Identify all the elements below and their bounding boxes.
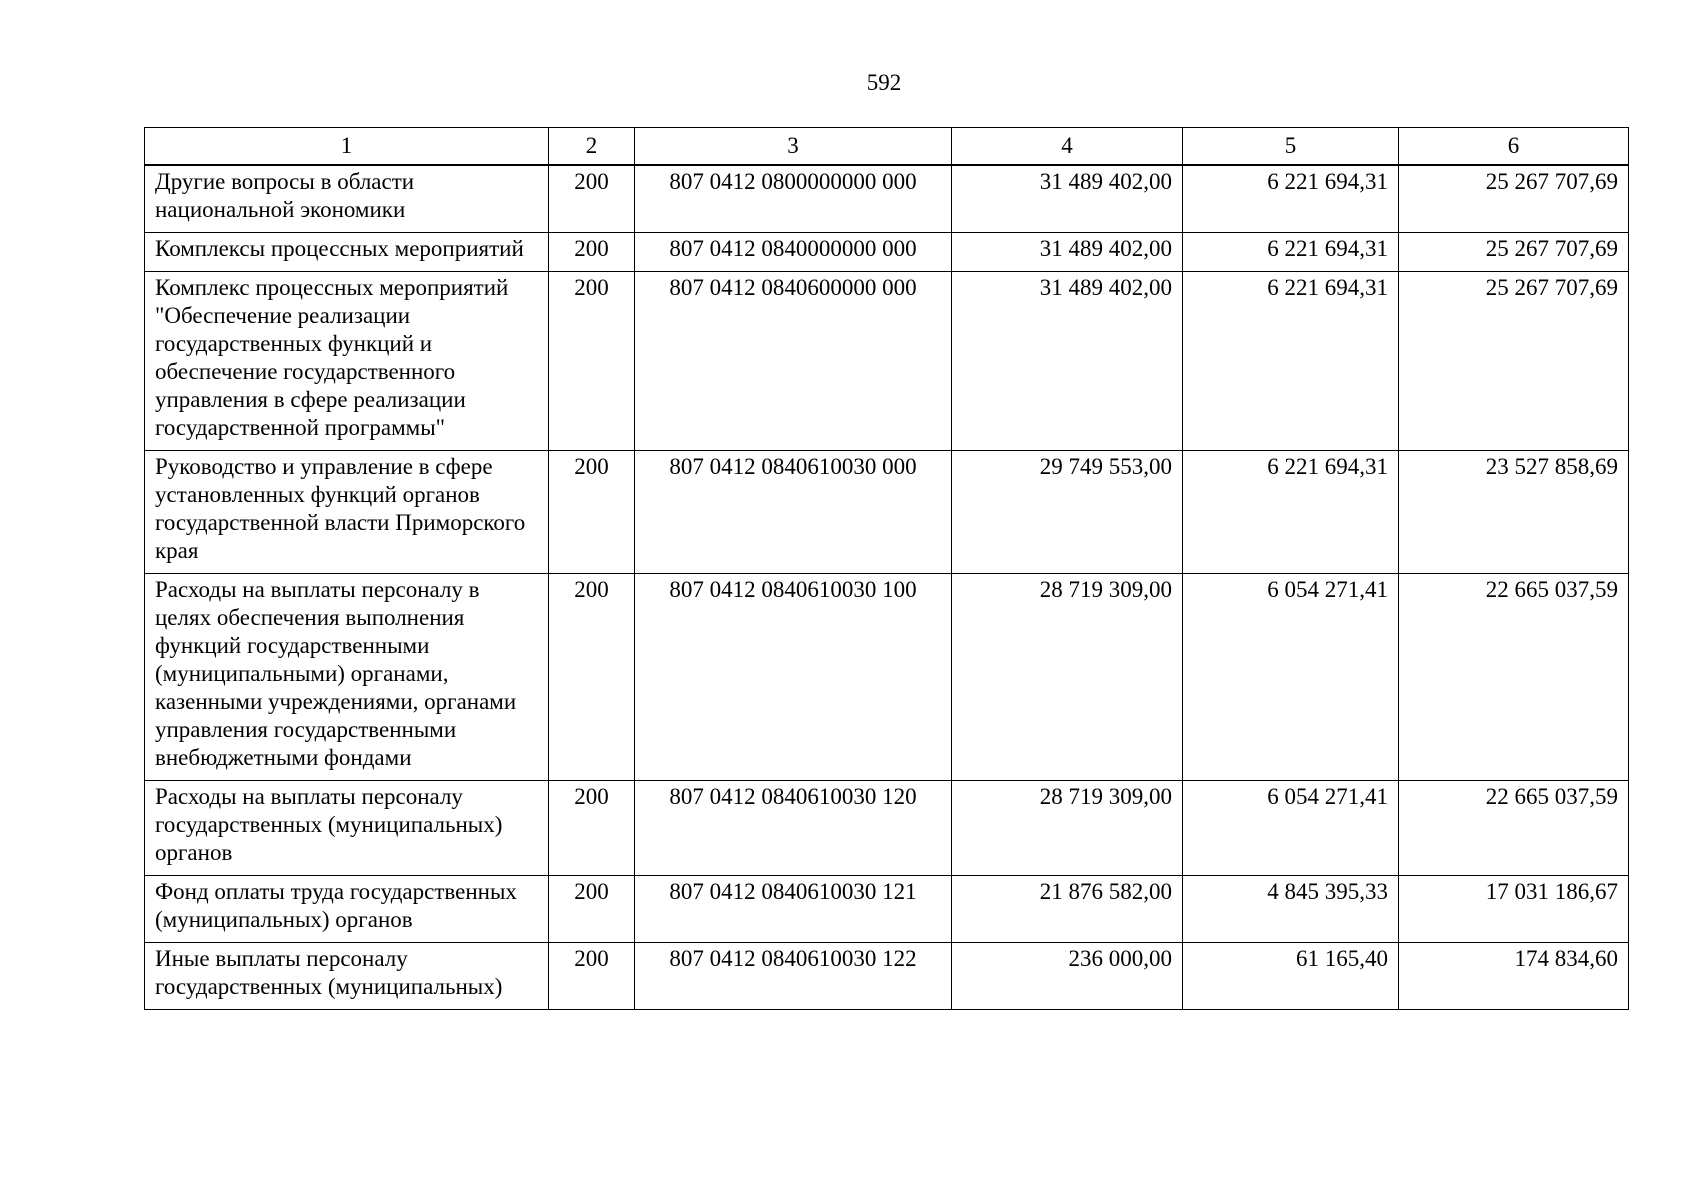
row-col5: 6 054 271,41 [1183,781,1399,876]
row-col4: 28 719 309,00 [952,781,1183,876]
row-col6: 23 527 858,69 [1399,451,1629,574]
table-row [145,574,1629,781]
row-col6: 25 267 707,69 [1399,272,1629,451]
table-row [145,165,1629,233]
row-classification: 807 0412 0840610030 121 [635,876,952,943]
row-name: Расходы на выплаты персоналу в целях обеспечения выполнения функций государственными (муниципальными) органами, казенными учреждениями, органами управления государственными внебюджетными фондами [145,574,549,781]
table-row [145,943,1629,1010]
table-row [145,781,1629,876]
row-col6: 174 834,60 [1399,943,1629,1010]
row-classification: 807 0412 0840000000 000 [635,233,952,272]
row-classification: 807 0412 0800000000 000 [635,165,952,233]
table-row [145,272,1629,451]
row-col5: 6 221 694,31 [1183,272,1399,451]
column-header: 1 [145,128,549,166]
row-code: 200 [549,272,635,451]
column-header: 3 [635,128,952,166]
row-col6: 17 031 186,67 [1399,876,1629,943]
row-col5: 6 221 694,31 [1183,451,1399,574]
row-name: Комплекс процессных мероприятий "Обеспечение реализации государственных функций и обеспечение государственного управления в сфере реализации государственной программы" [145,272,549,451]
row-code: 200 [549,165,635,233]
table-row [145,451,1629,574]
table-row [145,233,1629,272]
table-row [145,876,1629,943]
column-header: 6 [1399,128,1629,166]
row-name: Комплексы процессных мероприятий [145,233,549,272]
row-classification: 807 0412 0840610030 120 [635,781,952,876]
row-classification: 807 0412 0840600000 000 [635,272,952,451]
column-header: 5 [1183,128,1399,166]
row-code: 200 [549,233,635,272]
row-col4: 31 489 402,00 [952,233,1183,272]
page-number: 592 [866,70,902,95]
row-col5: 61 165,40 [1183,943,1399,1010]
row-col6: 22 665 037,59 [1399,781,1629,876]
row-name: Другие вопросы в области национальной экономики [145,165,549,233]
row-classification: 807 0412 0840610030 122 [635,943,952,1010]
row-code: 200 [549,943,635,1010]
row-code: 200 [549,781,635,876]
row-col4: 31 489 402,00 [952,165,1183,233]
row-col6: 25 267 707,69 [1399,233,1629,272]
row-col5: 4 845 395,33 [1183,876,1399,943]
row-col4: 31 489 402,00 [952,272,1183,451]
row-name: Расходы на выплаты персоналу государственных (муниципальных) органов [145,781,549,876]
row-col5: 6 054 271,41 [1183,574,1399,781]
row-col5: 6 221 694,31 [1183,233,1399,272]
row-col4: 21 876 582,00 [952,876,1183,943]
row-code: 200 [549,574,635,781]
row-col4: 28 719 309,00 [952,574,1183,781]
row-name: Руководство и управление в сфере установленных функций органов государственной власти Приморского края [145,451,549,574]
row-code: 200 [549,876,635,943]
row-classification: 807 0412 0840610030 000 [635,451,952,574]
row-col6: 22 665 037,59 [1399,574,1629,781]
row-code: 200 [549,451,635,574]
row-col5: 6 221 694,31 [1183,165,1399,233]
row-name: Иные выплаты персоналу государственных (муниципальных) [145,943,549,1010]
row-col4: 236 000,00 [952,943,1183,1010]
row-name: Фонд оплаты труда государственных (муниципальных) органов [145,876,549,943]
budget-table [144,127,1629,1010]
column-header: 2 [549,128,635,166]
row-col4: 29 749 553,00 [952,451,1183,574]
column-header: 4 [952,128,1183,166]
row-col6: 25 267 707,69 [1399,165,1629,233]
table-header-row [145,128,1629,166]
row-classification: 807 0412 0840610030 100 [635,574,952,781]
